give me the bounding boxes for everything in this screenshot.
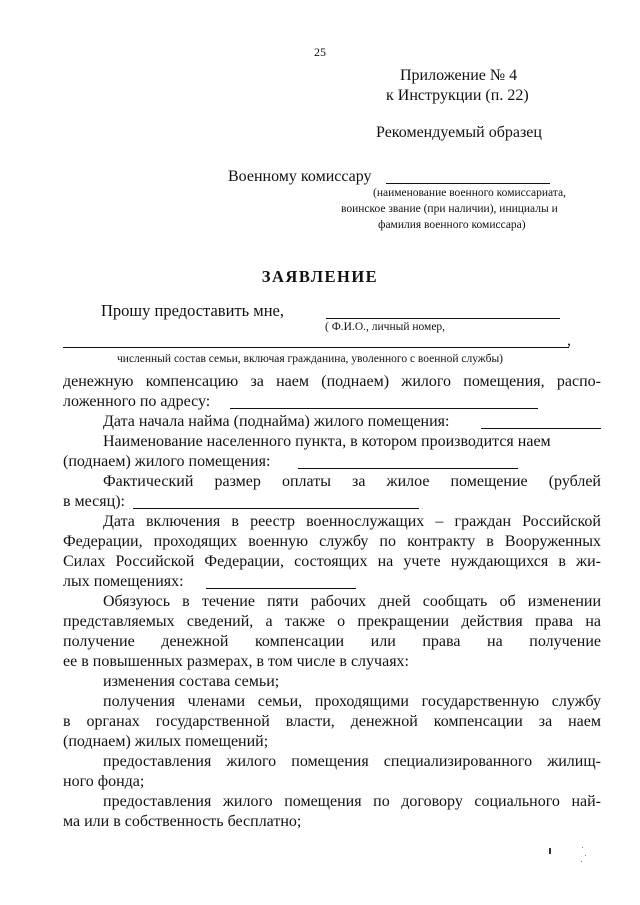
- body-line: Силах Российской Федерации, состоящих на учете нуждающихся в жи-: [63, 553, 601, 570]
- request-lead: Прошу предоставить мне,: [101, 301, 284, 320]
- body-line: Дата начала найма (поднайма) жилого помещения:: [103, 413, 450, 430]
- body-line: получения членами семьи, проходящими государственную службу: [103, 693, 601, 710]
- sample-label: Рекомендуемый образец: [376, 124, 542, 141]
- body-line: предоставления жилого помещения по договору социального най-: [103, 793, 601, 810]
- body-line: (поднаем) жилого помещения:: [63, 453, 271, 470]
- body-line: лых помещениях:: [63, 573, 184, 590]
- body-line: Дата включения в реестр военнослужащих – граждан Российской: [103, 513, 601, 530]
- name-field-hint: ( Ф.И.О., личный номер,: [325, 321, 446, 333]
- appendix-label: Приложение № 4: [400, 67, 518, 84]
- body-line: (поднаем) жилых помещений;: [63, 733, 269, 750]
- scan-speck: [585, 855, 586, 856]
- family-field-line: [63, 347, 569, 348]
- scan-speck: [582, 847, 583, 848]
- body-line: ма или в собственность бесплатно;: [63, 813, 302, 830]
- body-line: изменения состава семьи;: [103, 673, 280, 690]
- family-field-comma: ,: [567, 332, 571, 349]
- name-field-line: [326, 318, 560, 319]
- addressee-hint-3: фамилия военного комиссара): [378, 219, 526, 231]
- document-title: ЗАЯВЛЕНИЕ: [261, 267, 379, 286]
- locality-field-line: [298, 468, 518, 469]
- body-line: получение денежной компенсации или права на получение: [63, 633, 601, 650]
- scan-mark: [549, 848, 551, 854]
- scan-speck: [581, 861, 582, 862]
- instruction-reference: к Инструкции (п. 22): [386, 87, 529, 104]
- body-line: ного фонда;: [63, 773, 145, 790]
- page-number: 25: [314, 45, 326, 59]
- addressee-field-line: [386, 183, 550, 184]
- payment-field-line: [133, 508, 419, 509]
- body-line: Фактический размер оплаты за жилое помещение (рублей: [103, 473, 601, 490]
- body-line: предоставления жилого помещения специализированного жилищ-: [103, 753, 601, 770]
- body-line: ложенного по адресу:: [63, 393, 211, 410]
- body-line: Федерации, проходящих военную службу по контракту в Вооруженных: [63, 533, 601, 550]
- body-line: представляемых сведений, а также о прекращении действия права на: [63, 613, 601, 630]
- body-line: ее в повышенных размерах, в том числе в случаях:: [63, 653, 409, 670]
- start-date-field-line: [481, 428, 601, 429]
- addressee-label: Военному комиссару: [228, 168, 372, 185]
- address-field-line: [230, 408, 538, 409]
- family-field-hint: численный состав семьи, включая гражданина, уволенного с военной службы): [117, 353, 504, 365]
- addressee-hint-2: воинское звание (при наличии), инициалы и: [341, 203, 558, 215]
- body-line: Наименование населенного пункта, в котором производится наем: [103, 433, 551, 450]
- addressee-hint-1: (наименование военного комиссариата,: [373, 187, 566, 199]
- registry-date-field-line: [206, 588, 356, 589]
- body-line: Обязуюсь в течение пяти рабочих дней сообщать об изменении: [103, 593, 601, 610]
- body-line: в органах государственной власти, денежной компенсации за наем: [63, 713, 601, 730]
- body-line: денежную компенсацию за наем (поднаем) жилого помещения, распо-: [63, 373, 601, 390]
- body-line: в месяц):: [63, 493, 125, 510]
